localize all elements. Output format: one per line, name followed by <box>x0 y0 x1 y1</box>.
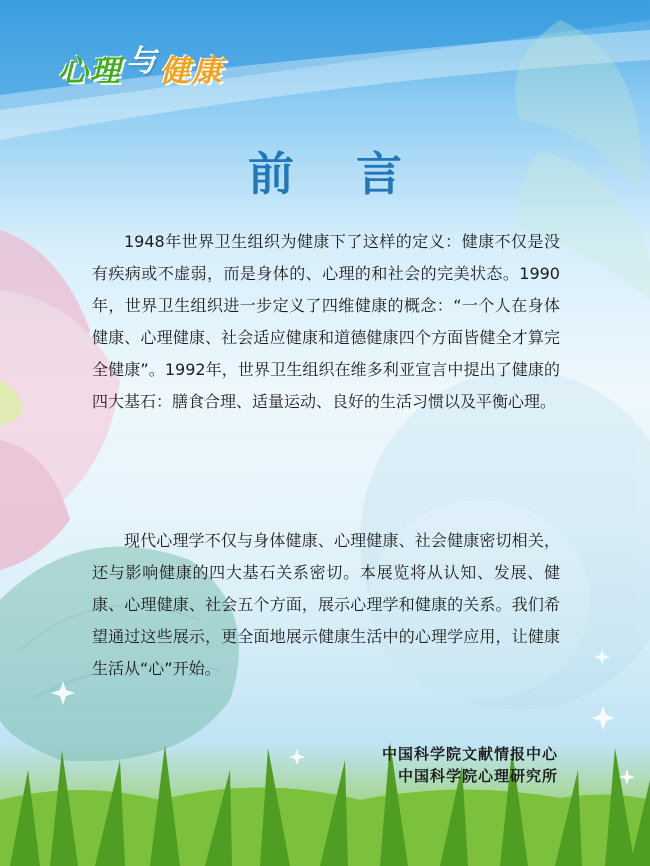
paragraph-2: 现代心理学不仅与身体健康、心理健康、社会健康密切相关，还与影响健康的四大基石关系密切。本展览将从认知、发展、健康、心理健康、社会五个方面，展示心理学和健康的关系。我们希望通过这些展示，更全面地展示健康生活中的心理学应用，让健康生活从“心”开始。 <box>92 531 560 678</box>
signature-line-1: 中国科学院文献情报中心 <box>381 745 558 763</box>
logo-text-part3: 健康 <box>160 54 224 89</box>
logo <box>58 40 224 90</box>
signature-block <box>382 743 558 787</box>
paragraph-1: 1948年世界卫生组织为健康下了这样的定义：健康不仅是没有疾病或不虚弱，而是身体的、心理的和社会的完美状态。1990年，世界卫生组织进一步定义了四维健康的概念：“一个人在身体健康、心理健康、社会适应健康和道德健康四个方面皆健全才算完全健康”。1992年，世界卫生组织在维多利亚宣言中提出了健康的四大基石：膳食合理、适量运动、良好的生活习惯以及平衡心理。 <box>92 232 560 411</box>
logo-text-part2: 与 <box>126 44 156 79</box>
page-title: 前言 <box>248 147 464 201</box>
logo-text-part1: 心理 <box>58 54 122 89</box>
signature-line-2: 中国科学院心理研究所 <box>397 767 558 785</box>
